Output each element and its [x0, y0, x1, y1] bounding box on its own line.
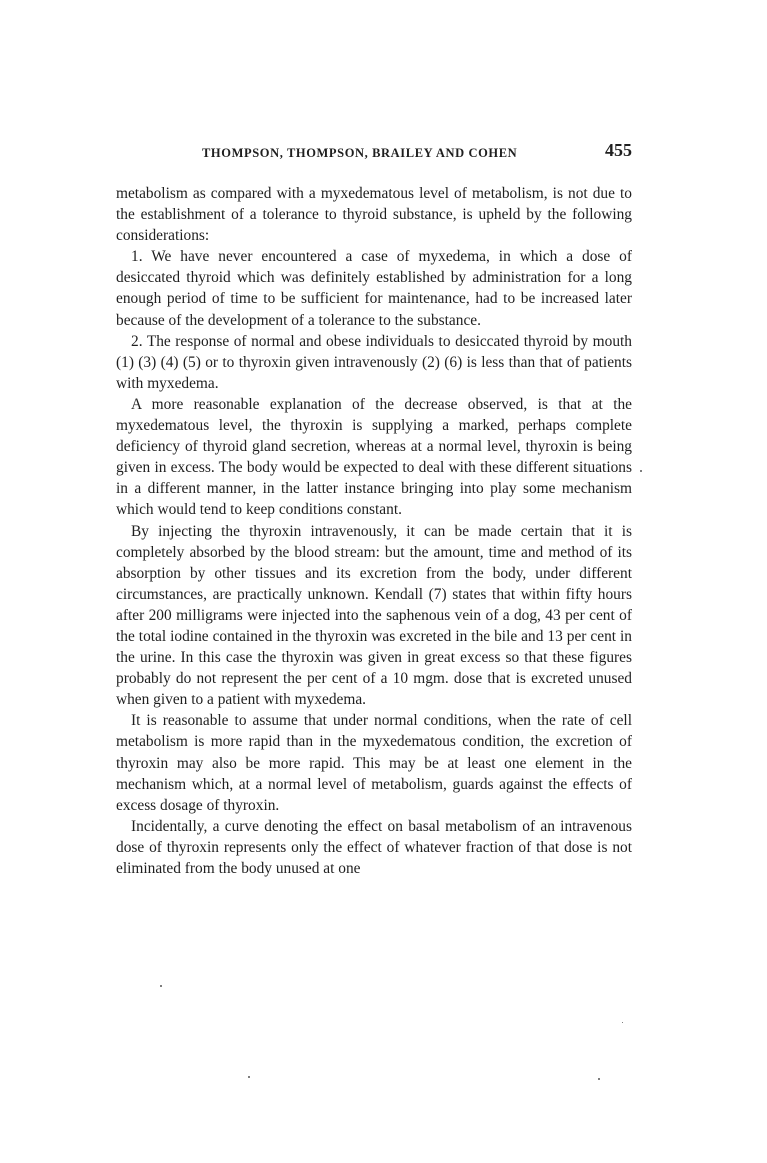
paragraph-continuation: metabolism as compared with a myxedematous level of metabolism, is not due to the establishment of a tolerance to thyroid substance, is upheld by the following considerations: [116, 185, 632, 245]
paragraph-consideration-1: 1. We have never encountered a case of myxedema, in which a dose of desiccated thyroid which was definitely established by administration for a long enough period of time to be sufficient for maintenance, had to be increased later because of the development of a tolerance to the substance. [116, 248, 632, 329]
page-number: 455 [605, 140, 632, 160]
paragraph-intravenous: By injecting the thyroxin intravenously, it can be made certain that it is completely absorbed by the blood stream: but the amount, time and method of its absorption by other tissues and its excretion from the body, under different circumstances, are practically unknown. Kendall (7) states that within fifty hours after 200 milligrams were injected into the saphenous vein of a dog, 43 per cent of the total iodine contained in the thyroxin was excreted in the bile and 13 per cent in the urine. In this case the thyroxin was given in great excess so that these figures probably do not represent the per cent of a 10 mgm. dose that is excreted unused when given to a patient with myxedema. [116, 522, 632, 709]
scan-speck [248, 1076, 250, 1078]
scan-speck [622, 1022, 623, 1023]
paragraph-consideration-2: 2. The response of normal and obese individuals to desiccated thyroid by mouth (1) (3) (4) (5) or to thyroxin given intravenously (2) (6) is less than that of patients with myxedema. [116, 332, 632, 392]
body-text [116, 183, 632, 879]
running-head: THOMPSON, THOMPSON, BRAILEY AND COHEN [202, 146, 518, 160]
page-header [116, 140, 632, 168]
scan-speck [640, 470, 642, 472]
scan-speck [160, 985, 162, 987]
paragraph-incidentally: Incidentally, a curve denoting the effect on basal metabolism of an intravenous dose of thyroxin represents only the effect of whatever fraction of that dose is not eliminated from the body unused at one [116, 817, 632, 877]
paragraph-explanation: A more reasonable explanation of the decrease observed, is that at the myxedematous level, the thyroxin is supplying a marked, perhaps complete deficiency of thyroid gland secretion, whereas at a normal level, thyroxin is being given in excess. The body would be expected to deal with these different situations in a different manner, in the latter instance bringing into play some mechanism which would tend to keep conditions constant. [116, 395, 632, 519]
paragraph-normal-conditions: It is reasonable to assume that under normal conditions, when the rate of cell metabolism is more rapid than in the myxedematous condition, the excretion of thyroxin may also be more rapid. This may be at least one element in the mechanism which, at a normal level of metabolism, guards against the effects of excess dosage of thyroxin. [116, 712, 632, 814]
scan-speck [598, 1078, 600, 1080]
